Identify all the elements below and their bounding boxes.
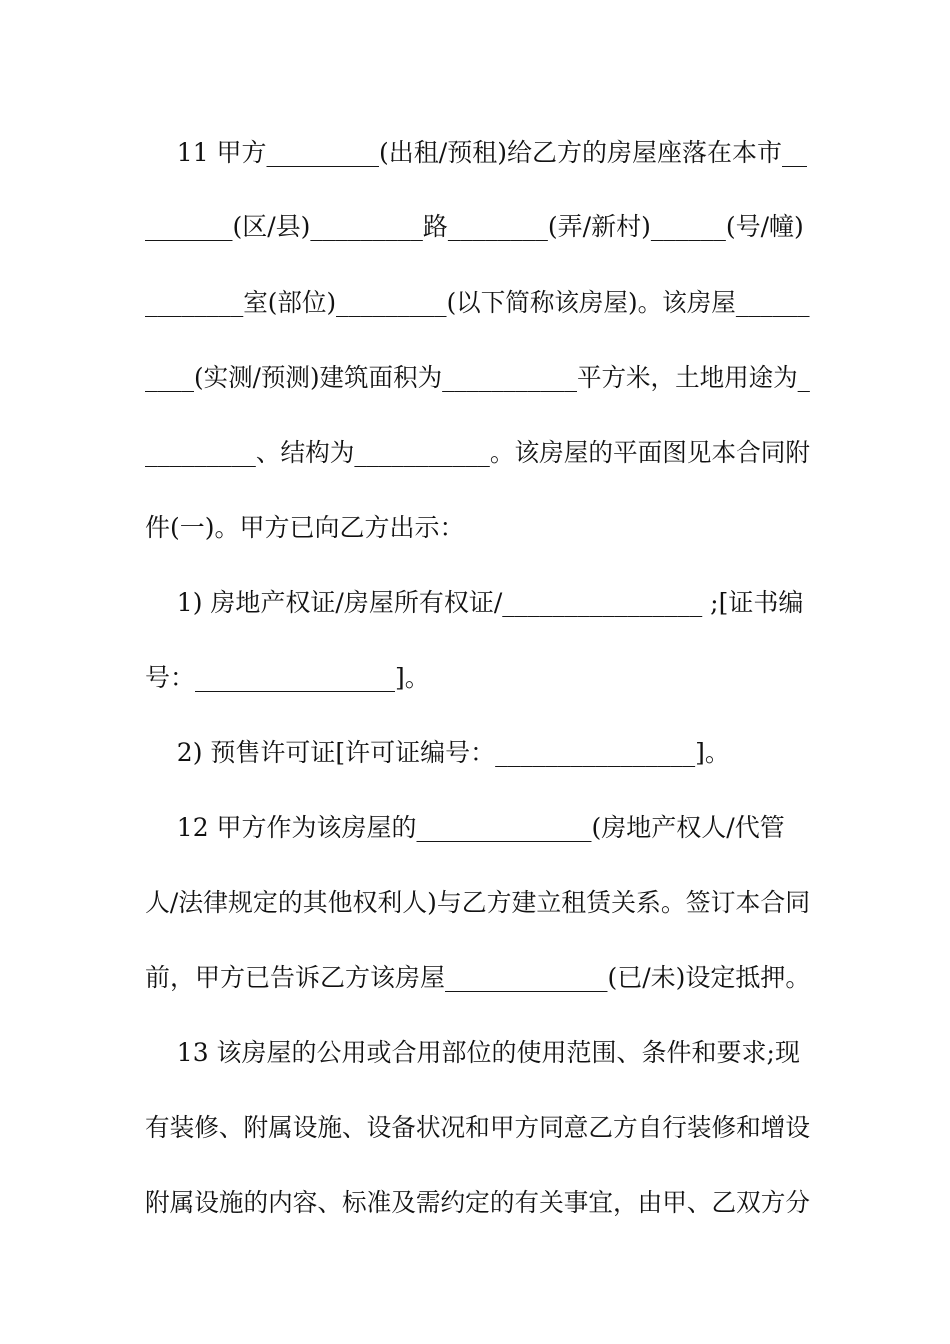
paragraph-11-line-6: 件(一)。甲方已向乙方出示： (145, 513, 465, 542)
item-1-line-1: 1) 房地产权证/房屋所有权证/________________ ;[证书编 (145, 588, 804, 617)
paragraph-12-line-1: 12 甲方作为该房屋的______________(房地产权人/代管 (145, 813, 785, 842)
paragraph-11-line-1: 11 甲方_________(出租/预租)给乙方的房屋座落在本市__ (145, 138, 807, 167)
paragraph-11-line-5: _________、结构为___________。该房屋的平面图见本合同附 (145, 438, 811, 467)
paragraph-11-line-3: ________室(部位)_________(以下简称该房屋)。该房屋______ (145, 288, 810, 317)
paragraph-11-line-2: _______(区/县)_________路________(弄/新村)______(号/幢) (145, 212, 804, 241)
paragraph-13-line-3: 附属设施的内容、标准及需约定的有关事宜，由甲、乙双方分 (145, 1188, 811, 1217)
paragraph-12-line-2: 人/法律规定的其他权利人)与乙方建立租赁关系。签订本合同 (145, 888, 811, 917)
paragraph-13-line-2: 有装修、附属设施、设备状况和甲方同意乙方自行装修和增设 (145, 1113, 811, 1142)
paragraph-12-line-3: 前，甲方已告诉乙方该房屋_____________(已/未)设定抵押。 (145, 963, 811, 992)
paragraph-13-line-1: 13 该房屋的公用或合用部位的使用范围、条件和要求;现 (145, 1038, 800, 1067)
item-1-line-2: 号：________________]。 (145, 663, 430, 692)
paragraph-11-line-4: ____(实测/预测)建筑面积为___________平方米，土地用途为_ (145, 363, 810, 392)
item-2-line-1: 2) 预售许可证[许可证编号：________________]。 (145, 738, 730, 767)
